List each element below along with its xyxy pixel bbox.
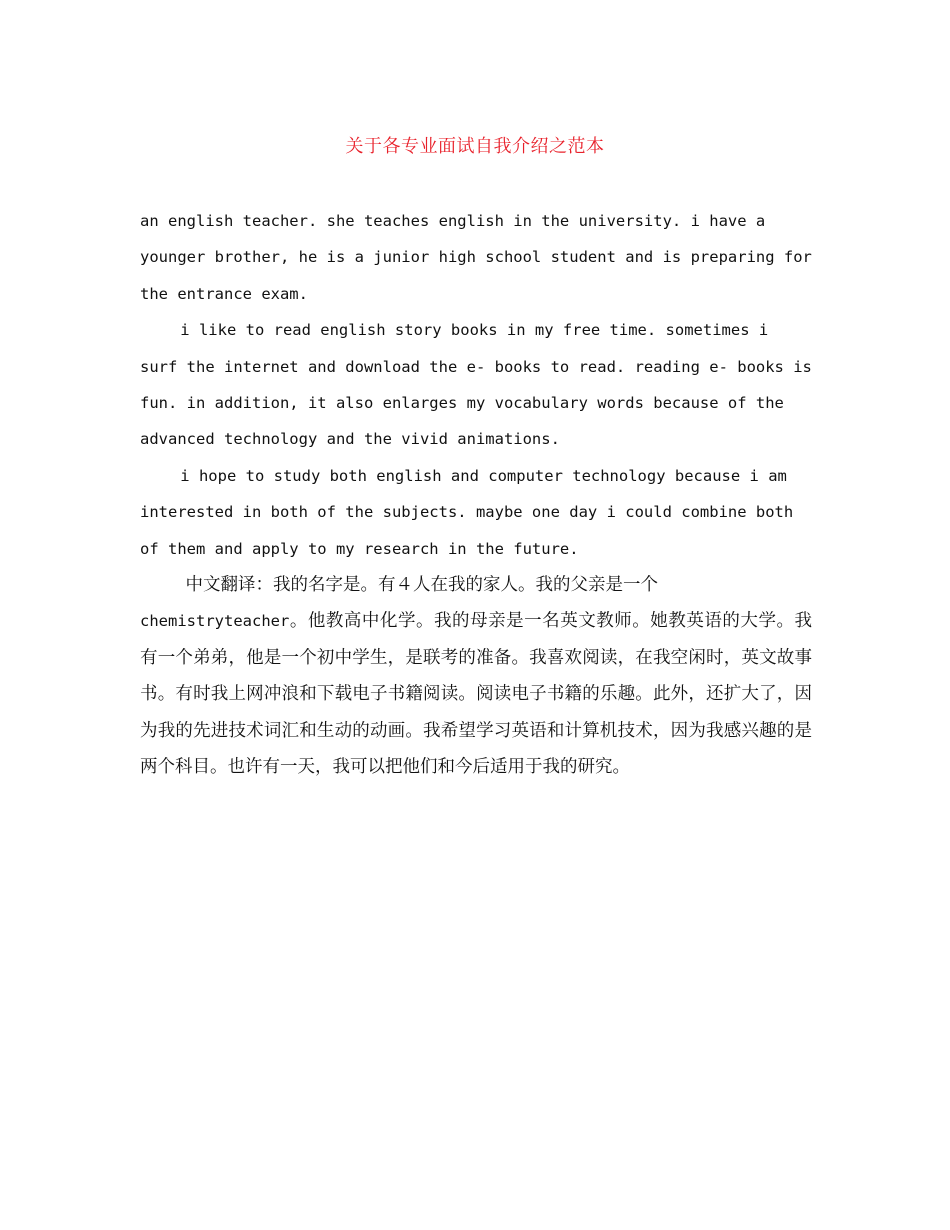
document-title: 关于各专业面试自我介绍之范本 (345, 136, 605, 157)
translation-latin-word: chemistryteacher (140, 612, 290, 631)
paragraph-1: an english teacher. she teaches english in the university. i have a younger brother, he is a junior high school student and is preparing for the entrance exam. (140, 212, 822, 303)
chinese-translation-paragraph (140, 567, 812, 785)
document-body (140, 203, 822, 786)
paragraph-2: i like to read english story books in my free time. sometimes i surf the internet and download the e- books to read. reading e- books is fun. in addition, it also enlarges my vocabulary words because of the advanced technology and the vivid animations. (140, 321, 822, 449)
translation-lead: 中文翻译：我的名字是。有４人在我的家人。我的父亲是一个 (185, 575, 658, 596)
paragraph-3: i hope to study both english and computer technology because i am interested in both of the subjects. maybe one day i could combine both of them and apply to my research in the future. (140, 466, 803, 558)
translation-rest: 。他教高中化学。我的母亲是一名英文教师。她教英语的大学。我有一个弟弟，他是一个初中学生，是联考的准备。我喜欢阅读，在我空闲时，英文故事书。有时我上网冲浪和下载电子书籍阅读。阅读电子书籍的乐趣。此外，还扩大了，因为我的先进技术词汇和生动的动画。我希望学习英语和计算机技术，因为我感兴趣的是两个科目。也许有一天，我可以把他们和今后适用于我的研究。 (140, 611, 812, 778)
